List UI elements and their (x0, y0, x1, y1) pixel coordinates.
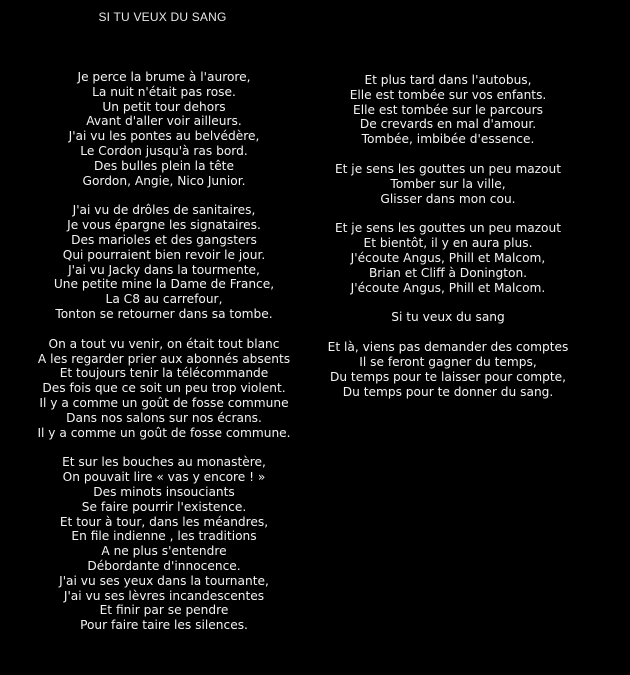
left-column (20, 70, 308, 648)
poem-line: Se faire pourrir l'existence. (81, 499, 247, 514)
poem-line: Je perce la brume à l'aurore, (77, 70, 251, 84)
stanza (20, 455, 308, 633)
poem-line: Et toujours tenir la télécommande (59, 366, 269, 381)
stanza (20, 337, 308, 441)
poem-line: Et tour à tour, dans les méandres, (59, 514, 269, 529)
poem-line: A ne plus s'entendre (101, 544, 227, 559)
poem-line: J'écoute Angus, Phill et Malcom, (350, 250, 546, 265)
poem-line: On pouvait lire « vas y encore ! » (62, 470, 266, 485)
poem-line: Il y a comme un goût de fosse commune (39, 395, 289, 410)
poem-line: Une petite mine la Dame de France, (53, 277, 275, 292)
poem-line: Des minots insouciants (93, 484, 235, 499)
poem-line: Débordante d'innocence. (87, 558, 241, 573)
poem-line: Des bulles plein la tête (94, 158, 234, 173)
poem-line: Tombée, imbibée d'essence. (361, 132, 535, 147)
stanza (20, 70, 308, 188)
poem-line: Et là, viens pas demander des comptes (327, 340, 569, 355)
poem-line: Et plus tard dans l'autobus, (364, 73, 532, 87)
poem-line: Et je sens les gouttes un peu mazout (334, 161, 562, 176)
poem-line: J'ai vu ses yeux dans la tournante, (59, 573, 269, 588)
poem-line: Et bientôt, il y en aura plus. (363, 236, 533, 251)
poem-line: J'ai vu Jacky dans la tourmente, (68, 262, 260, 277)
poem-line: De crevards en mal d'amour. (359, 117, 537, 132)
poem-line: Qui pourraient bien revoir le jour. (62, 247, 266, 262)
poem-line: Si tu veux du sang (391, 310, 505, 325)
poem-line: J'ai vu les pontes au belvédère, (68, 129, 260, 144)
poem-line: Du temps pour te laisser pour compte, (329, 369, 567, 384)
poem-line: Dans nos salons sur nos écrans. (66, 410, 262, 425)
poem-line: Gordon, Angie, Nico Junior. (82, 173, 246, 188)
poem-line: Et finir par se pendre (99, 603, 229, 618)
poem-line: La C8 au carrefour, (105, 292, 223, 307)
poem-line: Elle est tombée sur le parcours (353, 102, 543, 117)
poem-line: J'ai vu de drôles de sanitaires, (72, 203, 256, 218)
poem-line: Pour faire taire les silences. (80, 618, 248, 633)
poem-line: J'écoute Angus, Phill et Malcom. (350, 280, 546, 295)
stanza (320, 162, 576, 206)
poem-line: Des fois que ce soit un peu trop violent. (42, 381, 286, 396)
poem-line: La nuit n'était pas rose. (92, 84, 236, 99)
poem-line: Des marioles et des gangsters (71, 232, 257, 247)
poem-line: Elle est tombée sur vos enfants. (349, 87, 547, 102)
poem-line: Il se feront gagner du temps, (359, 354, 537, 369)
poem-line: On a tout vu venir, on était tout blanc (48, 336, 280, 351)
poem-line: Je vous épargne les signataires. (67, 218, 261, 233)
right-column (320, 73, 576, 414)
poem-line: En file indienne , les traditions (71, 529, 257, 544)
stanza (20, 203, 308, 321)
poem-line: Avant d'aller voir ailleurs. (86, 114, 242, 129)
stanza (320, 340, 576, 399)
poem-line: Tonton se retourner dans sa tombe. (55, 306, 273, 321)
poem-line: Brian et Cliff à Donington. (368, 265, 528, 280)
poem-line: A les regarder prier aux abonnés absents (37, 351, 291, 366)
stanza (320, 310, 576, 325)
poem-line: Tomber sur la ville, (390, 176, 506, 191)
poem-line: Le Cordon jusqu'à ras bord. (80, 143, 248, 158)
stanza (320, 73, 576, 147)
poem-line: Du temps pour te donner du sang. (342, 384, 554, 399)
poem-line: Un petit tour dehors (102, 99, 226, 114)
stanza (320, 221, 576, 295)
poem-line: J'ai vu ses lèvres incandescentes (63, 588, 265, 603)
poem-line: Glisser dans mon cou. (380, 191, 516, 206)
poem-title: SI TU VEUX DU SANG (98, 10, 227, 24)
poem-line: Et sur les bouches au monastère, (62, 455, 266, 470)
poem-line: Il y a comme un goût de fosse commune. (37, 425, 291, 440)
poem-line: Et je sens les gouttes un peu mazout (334, 221, 562, 236)
